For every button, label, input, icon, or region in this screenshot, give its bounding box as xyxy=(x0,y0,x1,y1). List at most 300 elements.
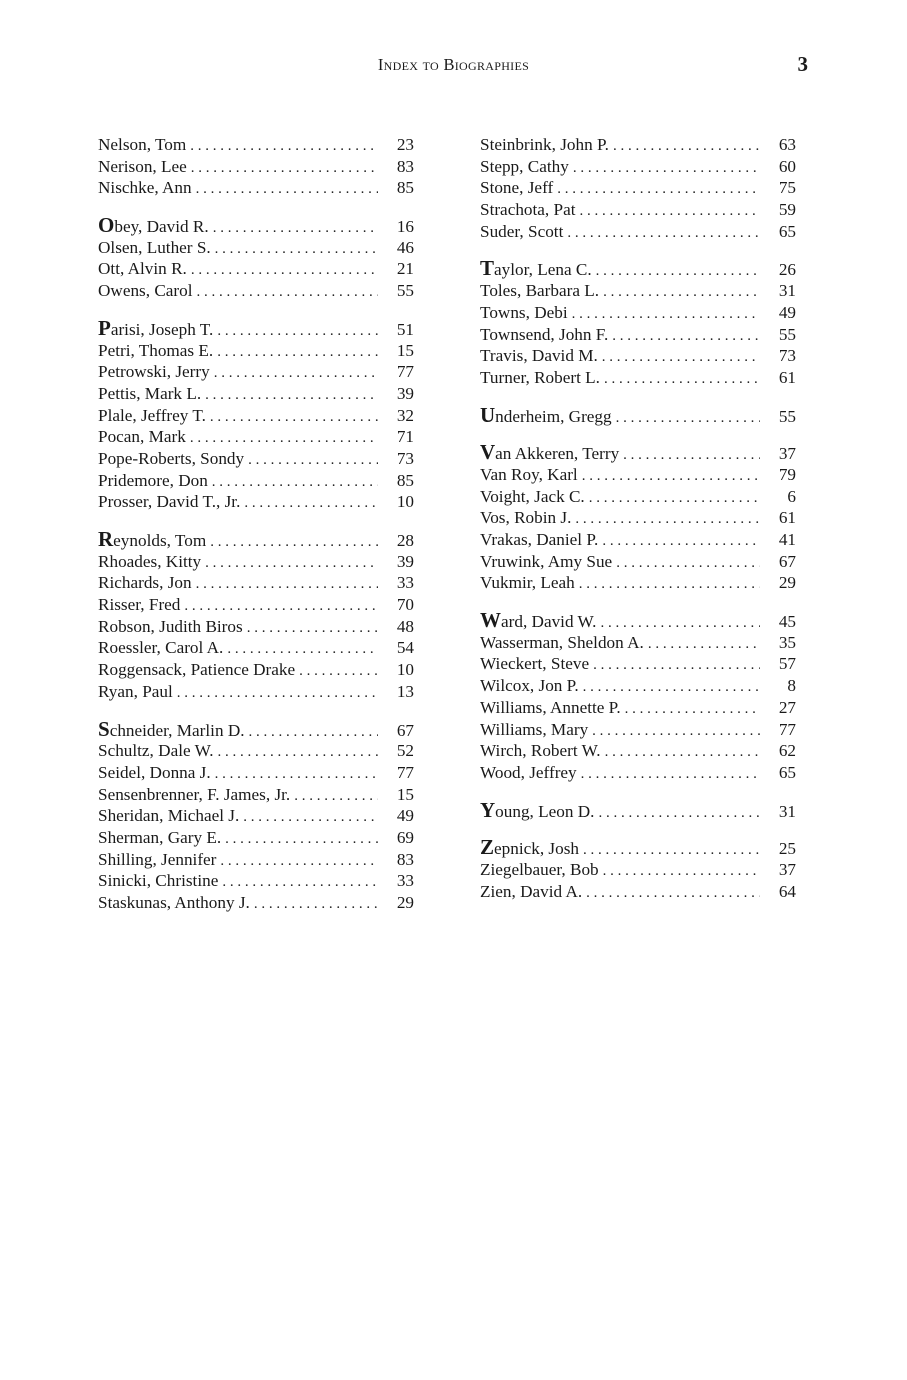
entry-page-number: 79 xyxy=(778,464,796,484)
dot-leader xyxy=(213,218,378,240)
entry-page-number: 48 xyxy=(396,616,414,636)
entry-page-number: 41 xyxy=(778,530,796,549)
entry-page-number: 83 xyxy=(396,849,414,869)
entry-initial: O xyxy=(98,237,111,257)
dot-leader xyxy=(249,722,378,744)
dot-leader xyxy=(205,553,378,575)
entry-name xyxy=(480,740,605,762)
dot-leader xyxy=(248,450,378,472)
entry-name xyxy=(480,464,582,486)
index-entry xyxy=(480,697,796,719)
entry-name-rest: tt, Alvin R. xyxy=(110,259,187,279)
dot-leader xyxy=(217,321,378,343)
index-entry xyxy=(98,681,414,703)
entry-name xyxy=(480,507,575,529)
entry-name-rest: lsen, Luther S. xyxy=(110,237,211,257)
entry-name xyxy=(98,681,177,703)
entry-name xyxy=(480,221,567,243)
entry-name-rest: os, Robin J. xyxy=(490,508,572,528)
entry-page-number: 71 xyxy=(396,427,414,447)
entry-name xyxy=(480,156,573,178)
index-entry xyxy=(480,719,796,741)
dot-leader xyxy=(227,639,378,661)
entry-name xyxy=(480,551,616,573)
entry-page-number: 10 xyxy=(396,492,414,512)
entry-name xyxy=(98,594,184,616)
entry-page-number: 39 xyxy=(396,383,414,403)
entry-name-rest: eynolds, Tom xyxy=(113,531,207,550)
entry-name-rest: oight, Jack C. xyxy=(490,486,585,506)
dot-leader xyxy=(623,445,760,467)
entry-page-number: 45 xyxy=(778,612,796,632)
dot-leader xyxy=(210,407,378,429)
entry-page-number: 85 xyxy=(396,470,414,490)
dot-leader xyxy=(220,851,378,873)
entry-page-number: 59 xyxy=(778,200,796,220)
index-entry xyxy=(480,199,796,221)
entry-initial: W xyxy=(480,719,496,739)
entry-page-number: 13 xyxy=(396,681,414,701)
entry-page-number: 28 xyxy=(396,531,414,550)
entry-page-number: 29 xyxy=(396,893,414,912)
dot-leader xyxy=(616,553,760,575)
entry-page-number: 75 xyxy=(778,178,796,198)
index-entry xyxy=(480,610,796,632)
entry-page-number: 35 xyxy=(778,632,796,652)
entry-page-number: 49 xyxy=(778,302,796,322)
index-entry xyxy=(480,134,796,156)
entry-initial: Z xyxy=(480,859,491,879)
entry-initial: W xyxy=(480,676,496,696)
entry-name-rest: ood, Jeffrey xyxy=(494,762,577,782)
entry-name xyxy=(98,529,210,552)
entry-initial: N xyxy=(98,156,111,176)
dot-leader xyxy=(294,786,378,808)
dot-leader xyxy=(612,326,760,348)
entry-name xyxy=(98,572,196,594)
entry-name-rest: herman, Gary E. xyxy=(107,827,222,847)
entry-page-number: 54 xyxy=(396,638,414,658)
entry-page-number: 10 xyxy=(396,660,414,680)
entry-name-rest: ukmir, Leah xyxy=(491,573,575,593)
entry-name-rest: tone, Jeff xyxy=(489,178,554,198)
dot-leader xyxy=(217,342,378,364)
index-entry xyxy=(480,442,796,464)
entry-name-rest: ope-Roberts, Sondy xyxy=(107,448,245,468)
entry-name xyxy=(98,740,218,762)
entry-name xyxy=(480,572,579,594)
entry-name-rest: ruwink, Amy Sue xyxy=(491,551,613,571)
entry-page-number: 61 xyxy=(778,367,796,387)
entry-name xyxy=(480,486,589,508)
index-entry xyxy=(480,258,796,280)
entry-initial: R xyxy=(98,551,110,571)
entry-name xyxy=(98,551,205,573)
entry-name-rest: urner, Robert L. xyxy=(489,367,600,387)
entry-name-rest: ischke, Ann xyxy=(110,178,192,198)
index-entry xyxy=(480,837,796,859)
entry-page-number: 25 xyxy=(778,839,796,859)
entry-initial: P xyxy=(98,315,111,340)
entry-page-number: 73 xyxy=(778,346,796,366)
dot-leader xyxy=(190,428,378,450)
dot-leader xyxy=(222,872,378,894)
entry-name-rest: rosser, David T., Jr. xyxy=(107,492,241,512)
index-entry xyxy=(480,177,796,199)
entry-initial: S xyxy=(98,849,108,869)
dot-leader xyxy=(602,531,760,553)
entry-name xyxy=(480,529,602,551)
index-letter-group xyxy=(480,797,796,822)
index-entry xyxy=(98,572,414,594)
entry-page-number: 52 xyxy=(396,741,414,761)
entry-name xyxy=(98,616,247,638)
dot-leader xyxy=(648,634,760,656)
dot-leader xyxy=(191,158,378,180)
dot-leader xyxy=(605,742,760,764)
dot-leader xyxy=(567,223,760,245)
entry-name xyxy=(98,405,210,427)
index-entry xyxy=(98,762,414,784)
entry-initial: V xyxy=(480,486,491,506)
dot-leader xyxy=(598,803,760,825)
entry-page-number: 63 xyxy=(778,135,796,154)
entry-initial: P xyxy=(98,470,108,490)
entry-page-number: 39 xyxy=(396,551,414,571)
index-entry xyxy=(480,345,796,367)
entry-name xyxy=(98,870,222,892)
entry-initial: S xyxy=(480,178,490,198)
index-entry xyxy=(98,405,414,427)
index-entry xyxy=(98,870,414,892)
dot-leader xyxy=(592,721,760,743)
dot-leader xyxy=(215,239,378,261)
entry-initial: Z xyxy=(480,881,491,901)
entry-initial: R xyxy=(98,638,110,658)
dot-leader xyxy=(575,509,760,531)
entry-initial: S xyxy=(480,221,490,241)
dot-leader xyxy=(243,807,378,829)
entry-name xyxy=(98,258,191,280)
entry-name-rest: hoades, Kitty xyxy=(109,551,202,571)
entry-page-number: 27 xyxy=(778,697,796,717)
index-entry xyxy=(98,784,414,806)
entry-name xyxy=(98,762,215,784)
entry-name xyxy=(480,442,623,465)
entry-page-number: 65 xyxy=(778,762,796,782)
entry-initial: O xyxy=(98,281,111,301)
entry-name-rest: ocan, Mark xyxy=(107,427,186,447)
entry-name xyxy=(480,697,625,719)
entry-name-rest: ensenbrenner, F. James, Jr. xyxy=(107,784,291,804)
index-entry xyxy=(480,280,796,302)
index-entry xyxy=(480,529,796,551)
index-entry xyxy=(98,637,414,659)
entry-name xyxy=(480,675,583,697)
entry-initial: R xyxy=(98,595,110,615)
entry-page-number: 21 xyxy=(396,259,414,279)
entry-name-rest: ettis, Mark L. xyxy=(107,383,202,403)
entry-page-number: 69 xyxy=(396,827,414,847)
dot-leader xyxy=(210,532,378,554)
entry-name xyxy=(480,837,583,860)
index-entry xyxy=(98,215,414,237)
entry-initial: P xyxy=(98,427,108,447)
entry-name xyxy=(98,177,196,199)
entry-name-rest: oessler, Carol A. xyxy=(109,638,224,658)
entry-name xyxy=(480,280,603,302)
entry-name xyxy=(98,134,190,156)
entry-initial: W xyxy=(480,697,496,717)
dot-leader xyxy=(196,179,378,201)
dot-leader xyxy=(191,260,378,282)
index-entry xyxy=(98,616,414,638)
entry-initial: T xyxy=(480,281,490,301)
index-column-left xyxy=(98,134,414,930)
entry-name xyxy=(480,258,596,281)
index-entry xyxy=(480,551,796,573)
index-letter-group xyxy=(98,529,414,703)
entry-initial: T xyxy=(480,324,490,344)
entry-initial: U xyxy=(480,402,496,427)
index-entry xyxy=(480,156,796,178)
entry-name-rest: isser, Fred xyxy=(109,595,181,615)
entry-name-rest: bey, David R. xyxy=(114,217,209,237)
entry-name-rest: teinbrink, John P. xyxy=(489,135,609,154)
entry-initial: Y xyxy=(480,797,496,822)
entry-page-number: 67 xyxy=(778,551,796,571)
entry-name xyxy=(98,716,249,742)
index-entry xyxy=(98,827,414,849)
dot-leader xyxy=(212,472,378,494)
entry-name xyxy=(98,659,299,681)
entry-initial: Z xyxy=(480,835,495,860)
index-letter-group xyxy=(98,134,414,199)
index-entry xyxy=(480,221,796,243)
dot-leader xyxy=(254,894,378,916)
entry-name xyxy=(98,237,215,259)
entry-name-rest: elson, Tom xyxy=(110,135,187,154)
entry-name-rest: ard, David W. xyxy=(501,612,597,632)
entry-name-rest: etri, Thomas E. xyxy=(107,340,214,360)
entry-name xyxy=(98,470,212,492)
entry-initial: S xyxy=(98,806,108,826)
entry-page-number: 31 xyxy=(778,801,796,821)
entry-name-rest: illiams, Mary xyxy=(495,719,589,739)
entry-initial: S xyxy=(98,827,108,847)
dot-leader xyxy=(177,683,378,705)
index-entry xyxy=(480,762,796,784)
entry-name-rest: inicki, Christine xyxy=(107,871,219,891)
dot-leader xyxy=(604,369,760,391)
dot-leader xyxy=(573,158,760,180)
entry-initial: T xyxy=(480,302,490,322)
index-entry xyxy=(98,156,414,178)
dot-leader xyxy=(602,347,760,369)
entry-name-rest: chultz, Dale W. xyxy=(107,741,214,761)
entry-name-rest: ridemore, Don xyxy=(107,470,208,490)
running-head-title: Index to Biographies xyxy=(377,55,530,74)
dot-leader xyxy=(613,136,760,158)
index-entry xyxy=(480,859,796,881)
entry-initial: P xyxy=(98,362,108,382)
entry-name-rest: uder, Scott xyxy=(489,221,564,241)
entry-page-number: 49 xyxy=(396,806,414,826)
dot-leader xyxy=(214,363,378,385)
entry-name-rest: ichards, Jon xyxy=(109,573,192,593)
entry-page-number: 70 xyxy=(396,595,414,615)
entry-initial: V xyxy=(480,508,491,528)
dot-leader xyxy=(244,493,378,515)
entry-initial: S xyxy=(98,741,108,761)
entry-name-rest: yan, Paul xyxy=(108,681,173,701)
entry-name-rest: nderheim, Gregg xyxy=(495,406,612,426)
entry-name-rest: epnick, Josh xyxy=(494,839,579,859)
entry-initial: T xyxy=(480,367,490,387)
dot-leader xyxy=(247,618,378,640)
index-entry xyxy=(98,361,414,383)
entry-name xyxy=(480,797,598,823)
entry-initial: P xyxy=(98,492,108,512)
entry-initial: W xyxy=(480,762,495,782)
index-letter-group xyxy=(480,610,796,784)
index-letter-group xyxy=(480,402,796,427)
entry-page-number: 32 xyxy=(396,405,414,425)
index-entry xyxy=(98,805,414,827)
entry-name xyxy=(480,199,579,221)
entry-name-rest: oung, Leon D. xyxy=(495,801,595,821)
entry-page-number: 8 xyxy=(787,676,796,696)
index-entry xyxy=(480,881,796,903)
entry-initial: N xyxy=(98,178,111,198)
entry-name xyxy=(98,637,227,659)
entry-name-rest: tepp, Cathy xyxy=(489,156,569,176)
index-entry xyxy=(98,529,414,551)
index-entry xyxy=(480,653,796,675)
entry-name xyxy=(98,849,220,871)
entry-page-number: 37 xyxy=(778,444,796,464)
entry-page-number: 15 xyxy=(396,340,414,360)
entry-initial: V xyxy=(480,551,492,571)
entry-name-rest: heridan, Michael J. xyxy=(107,806,240,826)
entry-name xyxy=(98,805,243,827)
dot-leader xyxy=(557,179,760,201)
dot-leader xyxy=(596,261,760,283)
entry-initial: R xyxy=(98,681,109,701)
entry-initial: P xyxy=(98,383,108,403)
entry-name-rest: lale, Jeffrey T. xyxy=(107,405,206,425)
entry-initial: V xyxy=(480,530,492,549)
entry-initial: S xyxy=(98,871,108,891)
entry-initial: P xyxy=(98,405,108,425)
entry-page-number: 29 xyxy=(778,573,796,593)
index-letter-group xyxy=(98,315,414,513)
dot-leader xyxy=(583,677,760,699)
entry-page-number: 51 xyxy=(396,319,414,339)
index-entry xyxy=(98,134,414,156)
entry-name-rest: trachota, Pat xyxy=(489,200,576,220)
index-entry xyxy=(98,551,414,573)
entry-page-number: 31 xyxy=(778,281,796,301)
entry-page-number: 77 xyxy=(778,719,796,739)
entry-name-rest: an Akkeren, Terry xyxy=(495,444,620,464)
index-entry xyxy=(480,572,796,594)
entry-initial: W xyxy=(480,632,495,652)
index-entry xyxy=(98,659,414,681)
entry-page-number: 57 xyxy=(778,654,796,674)
index-entry xyxy=(98,340,414,362)
entry-page-number: 73 xyxy=(396,448,414,468)
index-entry xyxy=(98,315,414,340)
index-letter-group xyxy=(480,258,796,388)
dot-leader xyxy=(215,764,378,786)
entry-name xyxy=(480,881,586,903)
entry-name-rest: ilcox, Jon P. xyxy=(495,676,579,696)
entry-name xyxy=(480,632,648,654)
entry-page-number: 55 xyxy=(778,324,796,344)
entry-name xyxy=(480,859,603,881)
entry-name xyxy=(480,762,581,784)
entry-page-number: 15 xyxy=(396,784,414,804)
entry-initial: S xyxy=(98,716,110,741)
entry-page-number: 46 xyxy=(396,237,414,257)
entry-name-rest: ien, David A. xyxy=(490,881,583,901)
entry-name xyxy=(98,361,214,383)
entry-name xyxy=(480,345,602,367)
dot-leader xyxy=(197,282,378,304)
dot-leader xyxy=(579,201,760,223)
entry-page-number: 61 xyxy=(778,508,796,528)
index-letter-group xyxy=(480,442,796,594)
entry-page-number: 33 xyxy=(396,573,414,593)
index-entry xyxy=(98,849,414,871)
entry-initial: O xyxy=(98,213,115,238)
entry-name-rest: asserman, Sheldon A. xyxy=(494,632,644,652)
entry-name xyxy=(480,719,592,741)
dot-leader xyxy=(625,699,760,721)
entry-name xyxy=(480,610,600,633)
index-entry xyxy=(98,237,414,259)
entry-name-rest: rakas, Daniel P. xyxy=(491,530,599,549)
entry-initial: S xyxy=(98,893,108,912)
index-letter-group xyxy=(98,215,414,302)
dot-leader xyxy=(593,655,760,677)
entry-name-rest: erison, Lee xyxy=(110,156,187,176)
entry-initial: R xyxy=(98,616,110,636)
dot-leader xyxy=(225,829,378,851)
entry-initial: V xyxy=(480,573,492,593)
dot-leader xyxy=(572,304,760,326)
index-entry xyxy=(480,740,796,762)
dot-leader xyxy=(586,883,760,905)
dot-leader xyxy=(583,840,760,862)
entry-name xyxy=(98,827,225,849)
entry-name xyxy=(98,448,248,470)
entry-initial: S xyxy=(98,784,108,804)
dot-leader xyxy=(579,574,760,596)
index-entry xyxy=(98,491,414,513)
entry-name xyxy=(480,302,572,324)
index-entry xyxy=(98,448,414,470)
entry-page-number: 77 xyxy=(396,362,414,382)
dot-leader xyxy=(581,764,760,786)
entry-name-rest: hilling, Jennifer xyxy=(107,849,217,869)
entry-name xyxy=(480,367,604,389)
entry-name xyxy=(98,156,191,178)
entry-initial: R xyxy=(98,573,110,593)
index-entry xyxy=(98,383,414,405)
entry-page-number: 23 xyxy=(396,135,414,154)
